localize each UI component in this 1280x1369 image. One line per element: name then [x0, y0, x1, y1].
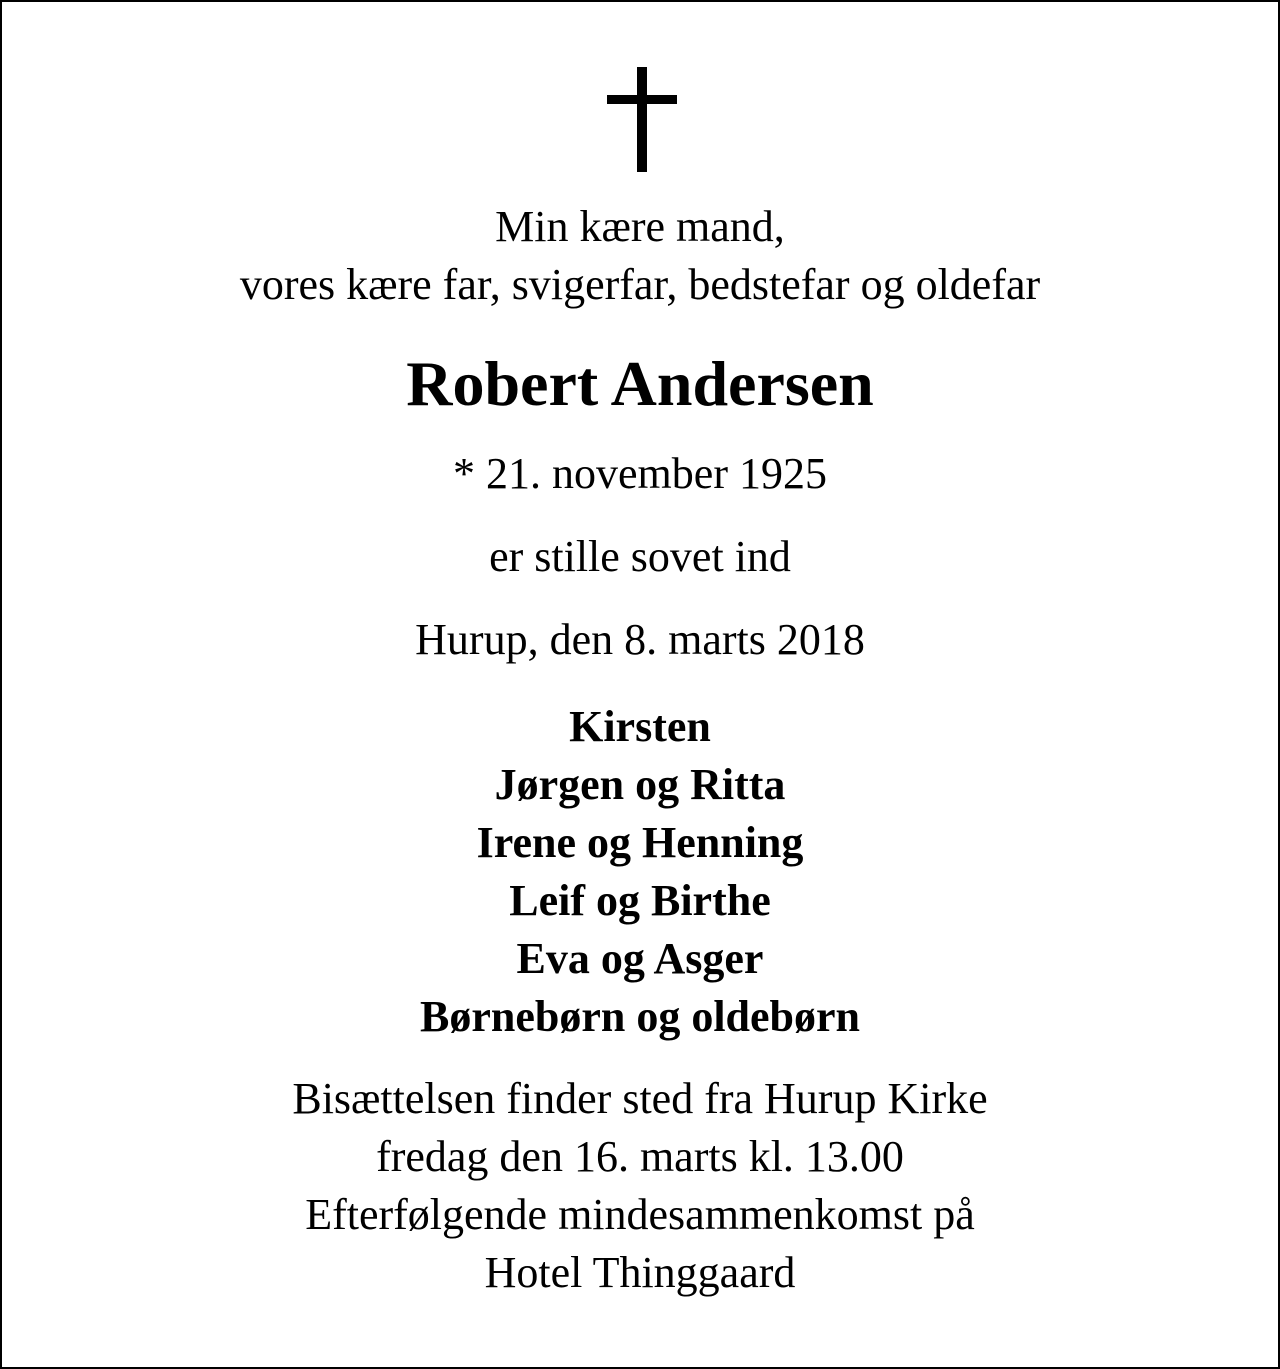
family-member: Kirsten	[569, 702, 711, 751]
family-member: Jørgen og Ritta	[494, 760, 786, 809]
funeral-line-1: Bisættelsen finder sted fra Hurup Kirke	[292, 1074, 988, 1123]
cross-vertical-bar	[637, 67, 647, 172]
family-member: Børnebørn og oldebørn	[419, 992, 861, 1041]
funeral-line-3: Efterfølgende mindesammenkomst på	[305, 1190, 975, 1239]
family-member: Irene og Henning	[476, 818, 804, 867]
cross-horizontal-bar	[607, 95, 677, 104]
intro-line-2: vores kære far, svigerfar, bedstefar og oldefar	[239, 260, 1041, 309]
birth-date: * 21. november 1925	[453, 449, 827, 498]
deceased-name: Robert Andersen	[406, 348, 874, 419]
family-member: Eva og Asger	[516, 934, 764, 983]
place-date: Hurup, den 8. marts 2018	[415, 615, 865, 664]
intro-line-1: Min kære mand,	[495, 202, 785, 251]
cross-icon	[607, 67, 677, 172]
funeral-line-4: Hotel Thinggaard	[484, 1248, 796, 1297]
passed-text: er stille sovet ind	[489, 532, 791, 581]
family-member: Leif og Birthe	[509, 876, 771, 925]
funeral-line-2: fredag den 16. marts kl. 13.00	[376, 1132, 904, 1181]
